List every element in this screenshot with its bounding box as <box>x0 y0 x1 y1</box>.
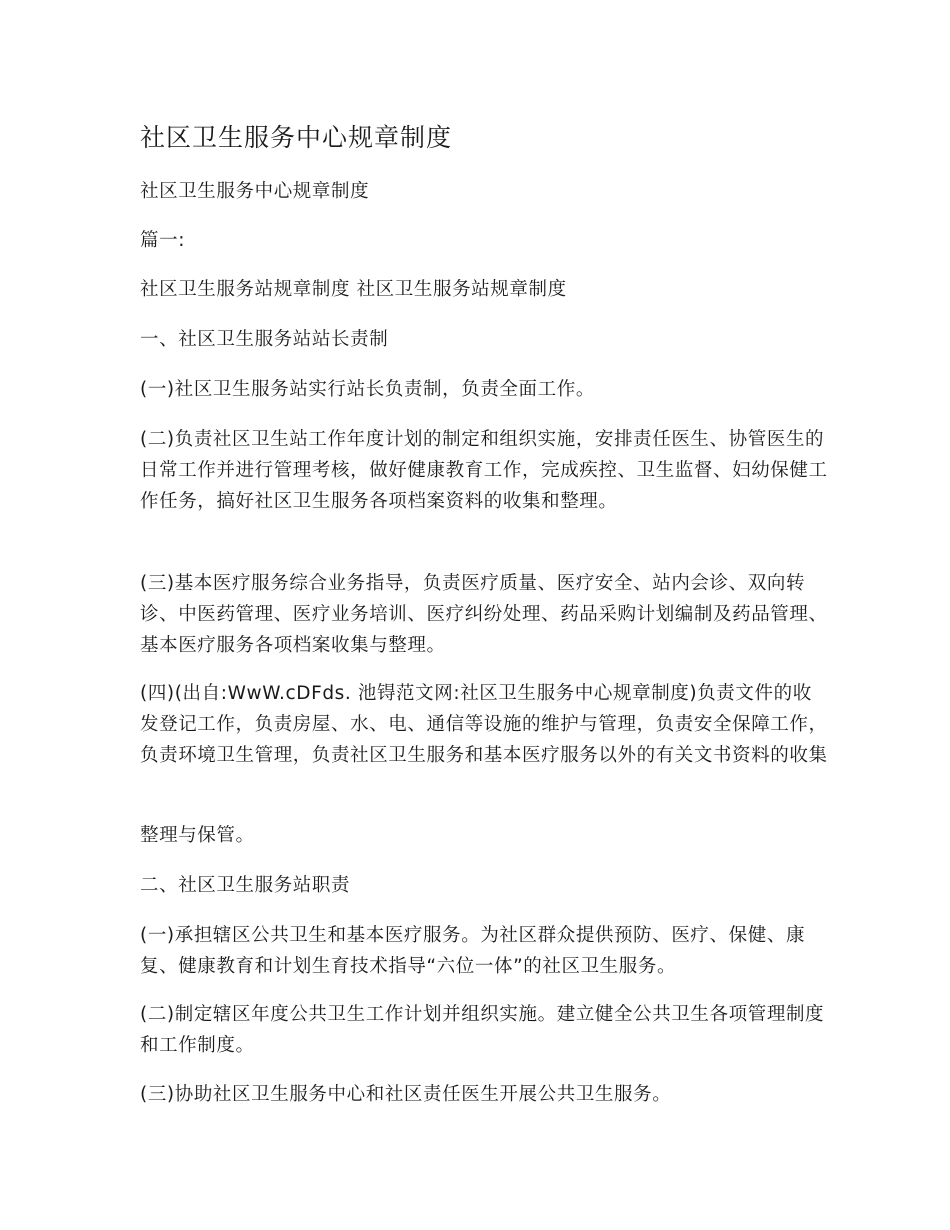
section-label: 篇一: <box>140 230 186 251</box>
paragraph-1-2: (二)负责社区卫生站工作年度计划的制定和组织实施，安排责任医生、协管医生的日常工作并进行管理考核，做好健康教育工作，完成疾控、卫生监督、妇幼保健工作任务，搞好社区卫生服务各项档案资料的收集和整理。 <box>140 429 828 512</box>
section-heading: 社区卫生服务站规章制度 社区卫生服务站规章制度 <box>140 279 567 300</box>
paragraph-1-3: (三)基本医疗服务综合业务指导，负责医疗质量、医疗安全、站内会诊、双向转诊、中医药管理、医疗业务培训、医疗纠纷处理、药品采购计划编制及药品管理、基本医疗服务各项档案收集与整理。 <box>140 573 828 656</box>
subtitle-paragraph: 社区卫生服务中心规章制度 <box>140 181 370 202</box>
paragraph-2-3: (三)协助社区卫生服务中心和社区责任医生开展公共卫生服务。 <box>140 1084 672 1105</box>
paragraph-1-1: (一)社区卫生服务站实行站长负责制，负责全面工作。 <box>140 379 595 400</box>
paragraph-1-4: (四)(出自:WwW.cDFds. 池锝范文网:社区卫生服务中心规章制度)负责文件的收发登记工作，负责房屋、水、电、通信等设施的维护与管理，负责安全保障工作，负责环境卫生管理，负责社区卫生服务和基本医疗服务以外的有关文书资料的收集 <box>140 683 828 766</box>
paragraph-2-1: (一)承担辖区公共卫生和基本医疗服务。为社区群众提供预防、医疗、保健、康复、健康教育和计划生育技术指导“六位一体”的社区卫生服务。 <box>140 925 806 977</box>
paragraph-1-4-cont: 整理与保管。 <box>140 825 255 846</box>
paragraph-2-2: (二)制定辖区年度公共卫生工作计划并组织实施。建立健全公共卫生各项管理制度和工作制度。 <box>140 1004 825 1056</box>
chapter-heading-2: 二、社区卫生服务站职责 <box>140 875 351 896</box>
document-title: 社区卫生服务中心规章制度 <box>140 123 453 152</box>
chapter-heading-1: 一、社区卫生服务站站长责制 <box>140 329 389 350</box>
